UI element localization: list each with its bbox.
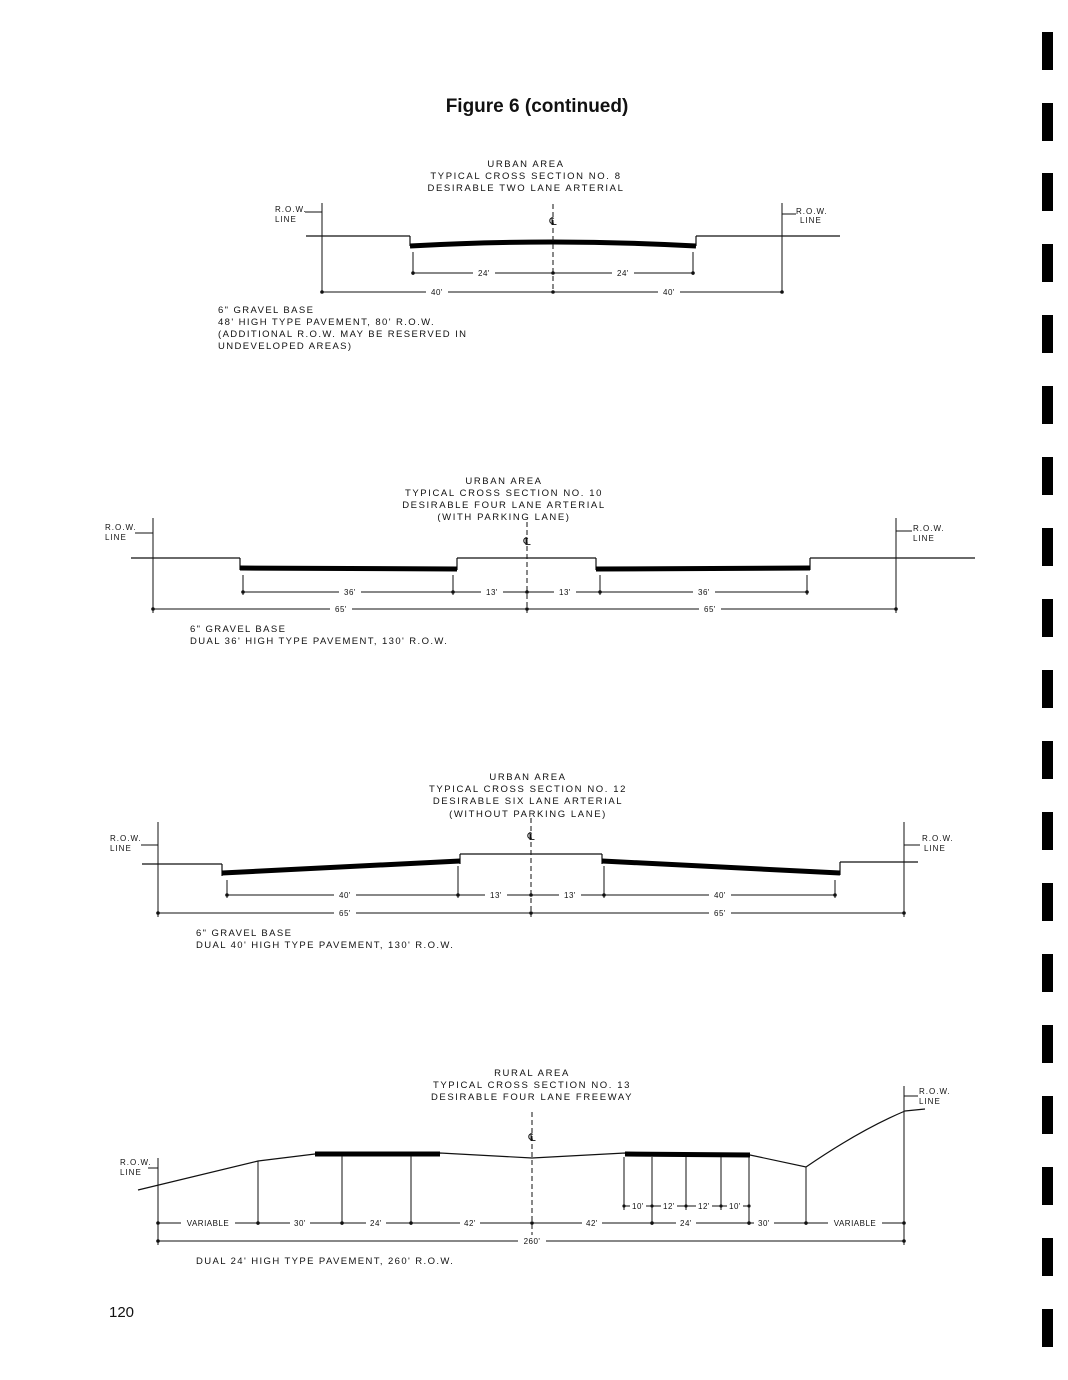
section-12-row-label-left-2: LINE	[110, 844, 132, 853]
section-13-dim-42-right: 42'	[586, 1219, 598, 1228]
section-13-dim-260: 260'	[523, 1237, 541, 1246]
binding-marks	[1042, 32, 1053, 1347]
section-10-dim-13-left: 13'	[486, 588, 498, 597]
section-13-caption-line-3: DESIRABLE FOUR LANE FREEWAY	[430, 1092, 634, 1103]
section-13-note-1: DUAL 24' HIGH TYPE PAVEMENT, 260' R.O.W.	[196, 1256, 455, 1267]
section-13-dim-12-right: 12'	[698, 1202, 710, 1211]
section-10-caption-line-2: TYPICAL CROSS SECTION NO. 10	[404, 488, 604, 499]
section-10-row-label-left-2: LINE	[105, 533, 127, 542]
section-10-dim-65-right: 65'	[704, 605, 716, 614]
section-12-note-1: 6" GRAVEL BASE	[196, 928, 293, 939]
section-12-dim-40-right: 40'	[714, 891, 726, 900]
section-10-row-label-right-1: R.O.W.	[913, 524, 945, 533]
section-13-caption-line-2: TYPICAL CROSS SECTION NO. 13	[432, 1080, 632, 1091]
page-number: 120	[109, 1304, 135, 1321]
section-10-caption-line-1: URBAN AREA	[465, 476, 543, 487]
section-10-row-label-right-2: LINE	[913, 534, 935, 543]
section-8-dim-24-right: 24'	[617, 269, 629, 278]
section-13-dim-30-right: 30'	[758, 1219, 770, 1228]
cross-section-8	[218, 159, 840, 352]
section-13-centerline-symbol: ℄	[528, 1132, 536, 1144]
cross-section-13	[120, 1068, 951, 1267]
section-10-dim-13-right: 13'	[559, 588, 571, 597]
section-12-caption-line-4: (WITHOUT PARKING LANE)	[449, 809, 607, 820]
section-12-row-label-right-2: LINE	[924, 844, 946, 853]
section-10-caption-line-3: DESIRABLE FOUR LANE ARTERIAL	[402, 500, 606, 511]
section-13-dim-variable-left: VARIABLE	[186, 1219, 230, 1228]
section-13-caption-line-1: RURAL AREA	[494, 1068, 570, 1079]
section-10-dim-36-right: 36'	[698, 588, 710, 597]
cross-section-10	[105, 476, 975, 647]
section-13-dim-42-left: 42'	[464, 1219, 476, 1228]
section-13-dim-variable-right: VARIABLE	[833, 1219, 877, 1228]
section-13-dim-10-right: 10'	[729, 1202, 741, 1211]
section-8-dim-40-left: 40'	[431, 288, 443, 297]
section-12-caption-line-3: DESIRABLE SIX LANE ARTERIAL	[432, 796, 624, 807]
section-10-row-label-left-1: R.O.W.	[105, 523, 137, 532]
section-8-row-label-left-2: LINE	[275, 215, 297, 224]
section-13-dim-30-left: 30'	[294, 1219, 306, 1228]
section-13-dim-10-left: 10'	[632, 1202, 644, 1211]
section-10-note-2: DUAL 36' HIGH TYPE PAVEMENT, 130' R.O.W.	[190, 636, 449, 647]
section-10-centerline-symbol: ℄	[523, 536, 531, 548]
section-8-note-2: 48' HIGH TYPE PAVEMENT, 80' R.O.W.	[218, 317, 435, 328]
section-13-dim-24-right: 24'	[680, 1219, 692, 1228]
section-8-row-label-right-2: LINE	[800, 216, 822, 225]
section-8-caption-line-3: DESIRABLE TWO LANE ARTERIAL	[427, 183, 625, 194]
section-10-caption-line-4: (WITH PARKING LANE)	[437, 512, 571, 523]
section-13-row-label-right-1: R.O.W.	[919, 1087, 951, 1096]
section-12-caption-line-2: TYPICAL CROSS SECTION NO. 12	[428, 784, 628, 795]
cross-section-12	[110, 772, 954, 951]
section-12-dim-65-right: 65'	[714, 909, 726, 918]
section-8-centerline-symbol: ℄	[549, 216, 557, 228]
figure-title: Figure 6 (continued)	[445, 96, 629, 117]
section-8-note-1: 6" GRAVEL BASE	[218, 305, 315, 316]
section-12-row-label-right-1: R.O.W.	[922, 834, 954, 843]
section-13-dim-12-left: 12'	[663, 1202, 675, 1211]
section-8-caption-line-1: URBAN AREA	[487, 159, 565, 170]
section-8-dim-40-right: 40'	[663, 288, 675, 297]
section-13-row-label-right-2: LINE	[919, 1097, 941, 1106]
section-8-note-4: UNDEVELOPED AREAS)	[218, 341, 353, 352]
section-8-note-3: (ADDITIONAL R.O.W. MAY BE RESERVED IN	[218, 329, 468, 340]
section-8-dim-24-left: 24'	[478, 269, 490, 278]
section-13-row-label-left-1: R.O.W.	[120, 1158, 152, 1167]
section-13-dim-24-left: 24'	[370, 1219, 382, 1228]
section-12-note-2: DUAL 40' HIGH TYPE PAVEMENT, 130' R.O.W.	[196, 940, 455, 951]
section-10-dim-36-left: 36'	[344, 588, 356, 597]
section-12-dim-65-left: 65'	[339, 909, 351, 918]
section-10-dim-65-left: 65'	[335, 605, 347, 614]
section-12-row-label-left-1: R.O.W.	[110, 834, 142, 843]
section-8-row-label-left-1: R.O.W.	[275, 205, 307, 214]
section-12-dim-13-left: 13'	[490, 891, 502, 900]
section-12-centerline-symbol: ℄	[527, 831, 535, 843]
section-8-row-label-right-1: R.O.W.	[796, 207, 828, 216]
section-12-dim-40-left: 40'	[339, 891, 351, 900]
section-12-caption-line-1: URBAN AREA	[489, 772, 567, 783]
section-10-note-1: 6" GRAVEL BASE	[190, 624, 287, 635]
section-8-caption-line-2: TYPICAL CROSS SECTION NO. 8	[430, 171, 622, 182]
section-12-dim-13-right: 13'	[564, 891, 576, 900]
section-13-row-label-left-2: LINE	[120, 1168, 142, 1177]
